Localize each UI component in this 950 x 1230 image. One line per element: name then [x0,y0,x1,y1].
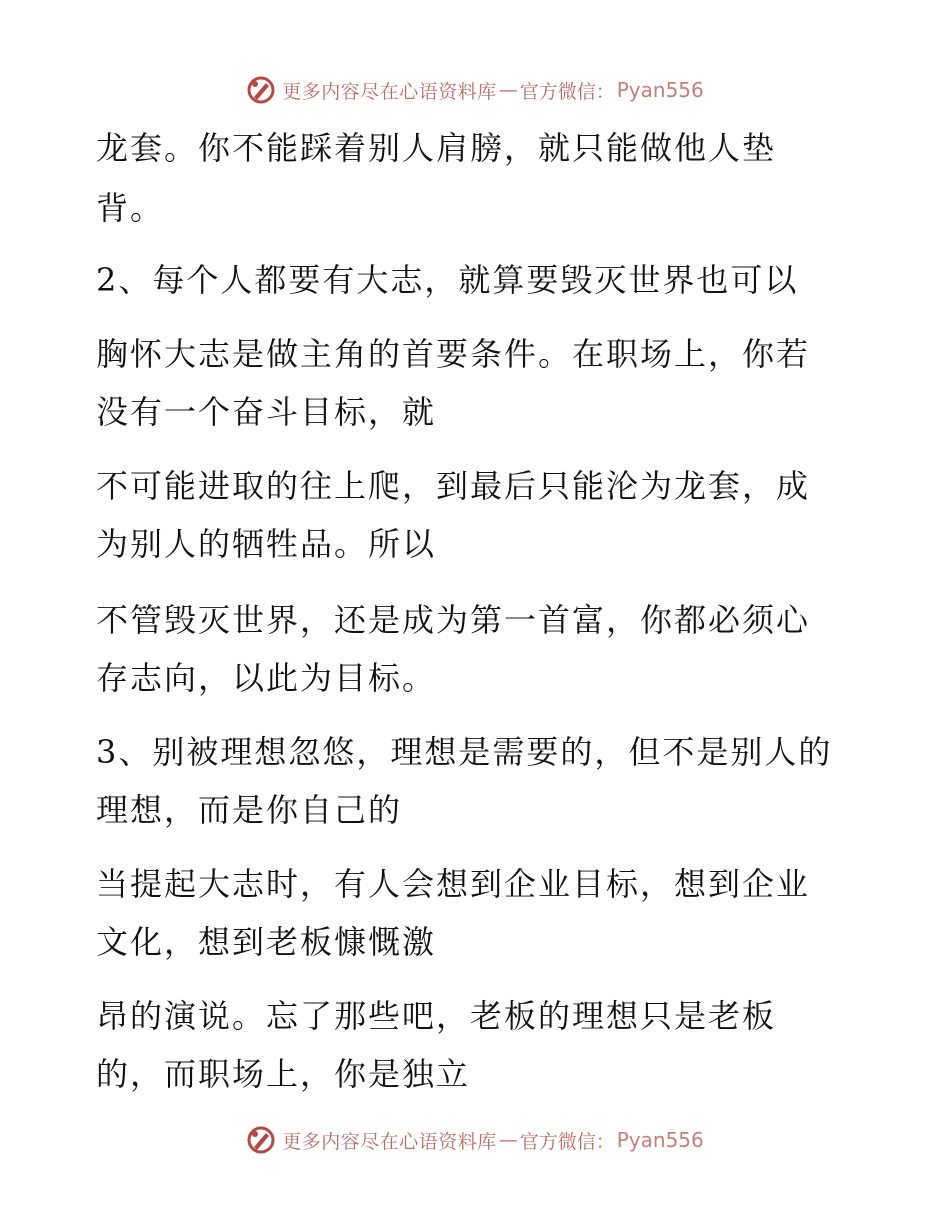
body-line: 胸怀大志是做主角的首要条件。在职场上，你若 [96,335,811,373]
body-line: 当提起大志时，有人会想到企业目标，想到企业 [96,865,811,903]
footer-wechat-id: Pyan556 [616,1128,704,1152]
body-line: 昂的演说。忘了那些吧，老板的理想只是老板 [96,997,777,1035]
body-line: 龙套。你不能踩着别人肩膀，就只能做他人垫 [96,129,777,167]
header-banner [0,70,950,110]
brand-logo-icon [246,75,276,105]
body-line: 的，而职场上，你是独立 [96,1055,471,1093]
body-line: 不可能进取的往上爬，到最后只能沦为龙套，成 [96,467,811,505]
footer-separator: — [498,1129,518,1151]
body-line: 为别人的牺牲品。所以 [96,525,437,563]
header-separator: — [498,79,518,101]
brand-logo-icon [246,1125,276,1155]
body-line: 文化，想到老板慷慨激 [96,923,437,961]
body-line: 3、别被理想忽悠，理想是需要的，但不是别人的 [96,733,833,771]
header-wechat-id: Pyan556 [616,78,704,102]
footer-wechat-label: 官方微信： [519,1130,615,1153]
body-line: 存志向，以此为目标。 [96,659,437,697]
body-line: 不管毁灭世界，还是成为第一首富，你都必须心 [96,601,811,639]
header-brand-text: 更多内容尽在心语资料库 [282,80,497,103]
body-line: 没有一个奋斗目标，就 [96,393,437,431]
body-line: 背。 [96,189,165,227]
footer-banner [0,1120,950,1160]
footer-brand-text: 更多内容尽在心语资料库 [282,1130,497,1153]
body-line: 2、每个人都要有大志，就算要毁灭世界也可以 [96,261,799,299]
body-line: 理想，而是你自己的 [96,791,403,829]
header-wechat-label: 官方微信： [519,80,615,103]
